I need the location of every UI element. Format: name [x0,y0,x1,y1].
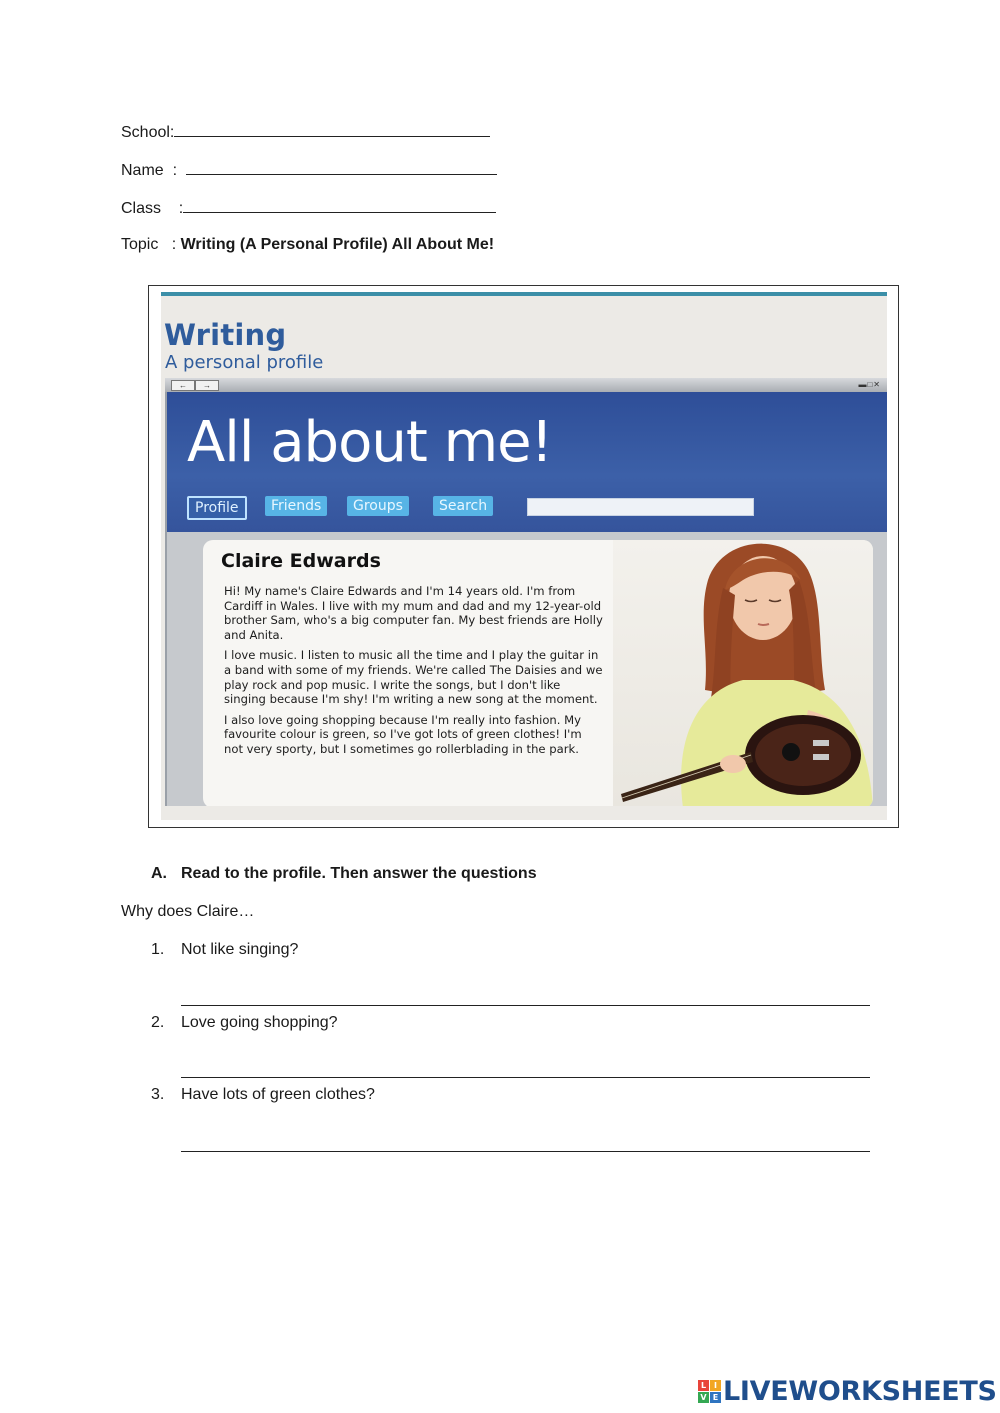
profile-paragraph-3: I also love going shopping because I'm really into fashion. My favourite colour is green, so I've got lots of green clothes! I'm not very sporty, but I sometimes go rollerblading in the park. [224,712,582,756]
brand-text: LIVEWORKSHEETS [723,1376,997,1407]
profile-text [224,584,604,763]
question-2 [151,1011,338,1035]
profile-card [203,540,873,808]
profile-paragraph-2: I love music. I listen to music all the time and I play the guitar in a band with some of my friends. We're called The Daisies and we play rock and pop music. I write the songs, but I don't like singing because I'm shy! I'm writing a new song at the moment. [224,648,603,707]
profile-banner [167,392,887,532]
class-separator: : [161,200,184,217]
figure-top-rule [161,292,887,296]
profile-paragraph-1: Hi! My name's Claire Edwards and I'm 14 years old. I'm from Cardiff in Wales. I live with my mum and dad and my 12-year-old brother Sam, who's a big computer fan. My best friends are Holly and Anita. [224,584,603,642]
window-controls-icon: ▬□✕ [858,380,881,389]
tab-groups: Groups [347,496,409,516]
section-a-number: A. [151,865,167,882]
logo-letter-l: L [698,1380,709,1391]
banner-title: All about me! [187,410,553,475]
back-arrow-icon: ← [171,380,195,391]
browser-window [165,378,887,808]
class-answer-line[interactable] [183,196,496,213]
question-3-text: Have lots of green clothes? [181,1086,375,1103]
question-1-text: Not like singing? [181,941,299,958]
profile-content [167,532,887,808]
search-box [527,498,754,516]
topic-value: Writing (A Personal Profile) All About Me! [180,236,495,253]
name-answer-line[interactable] [186,158,497,175]
girl-with-guitar-photo [613,540,873,808]
figure-title: Writing [164,318,287,352]
school-answer-line[interactable] [174,120,490,137]
question-2-text: Love going shopping? [181,1014,338,1031]
section-a-lead: Why does Claire… [121,903,255,920]
tab-friends: Friends [265,496,327,516]
school-field [121,120,490,144]
name-separator: : [163,162,186,179]
answer-line-1[interactable] [181,1005,870,1006]
logo-letter-i: I [710,1380,721,1391]
girl-with-guitar-illustration [613,540,873,808]
name-label: Name [121,162,164,179]
name-field [121,158,497,182]
figure-subtitle: A personal profile [165,352,324,373]
tab-profile: Profile [187,496,247,520]
liveworksheets-icon [698,1380,722,1404]
school-label: School [121,124,170,141]
question-3-number: 3. [151,1086,165,1103]
figure-bottom-strip [161,806,887,820]
profile-figure [148,285,899,828]
browser-chrome [165,378,887,392]
school-separator: : [169,124,175,141]
section-a-heading [151,862,537,886]
figure-inner [161,292,887,820]
question-2-number: 2. [151,1014,165,1031]
topic-separator: : [158,236,181,253]
question-1-number: 1. [151,941,165,958]
logo-letter-v: V [698,1392,709,1403]
question-3 [151,1083,375,1107]
class-field [121,196,496,220]
section-a-instruction: Read to the profile. Then answer the questions [181,865,537,882]
question-1 [151,938,298,962]
answer-line-2[interactable] [181,1077,870,1078]
topic-field [121,233,494,257]
tab-search: Search [433,496,493,516]
topic-label: Topic [121,236,159,253]
answer-line-3[interactable] [181,1151,870,1152]
class-label: Class [121,200,162,217]
forward-arrow-icon: → [195,380,219,391]
profile-name: Claire Edwards [221,550,381,572]
logo-letter-e: E [710,1392,721,1403]
